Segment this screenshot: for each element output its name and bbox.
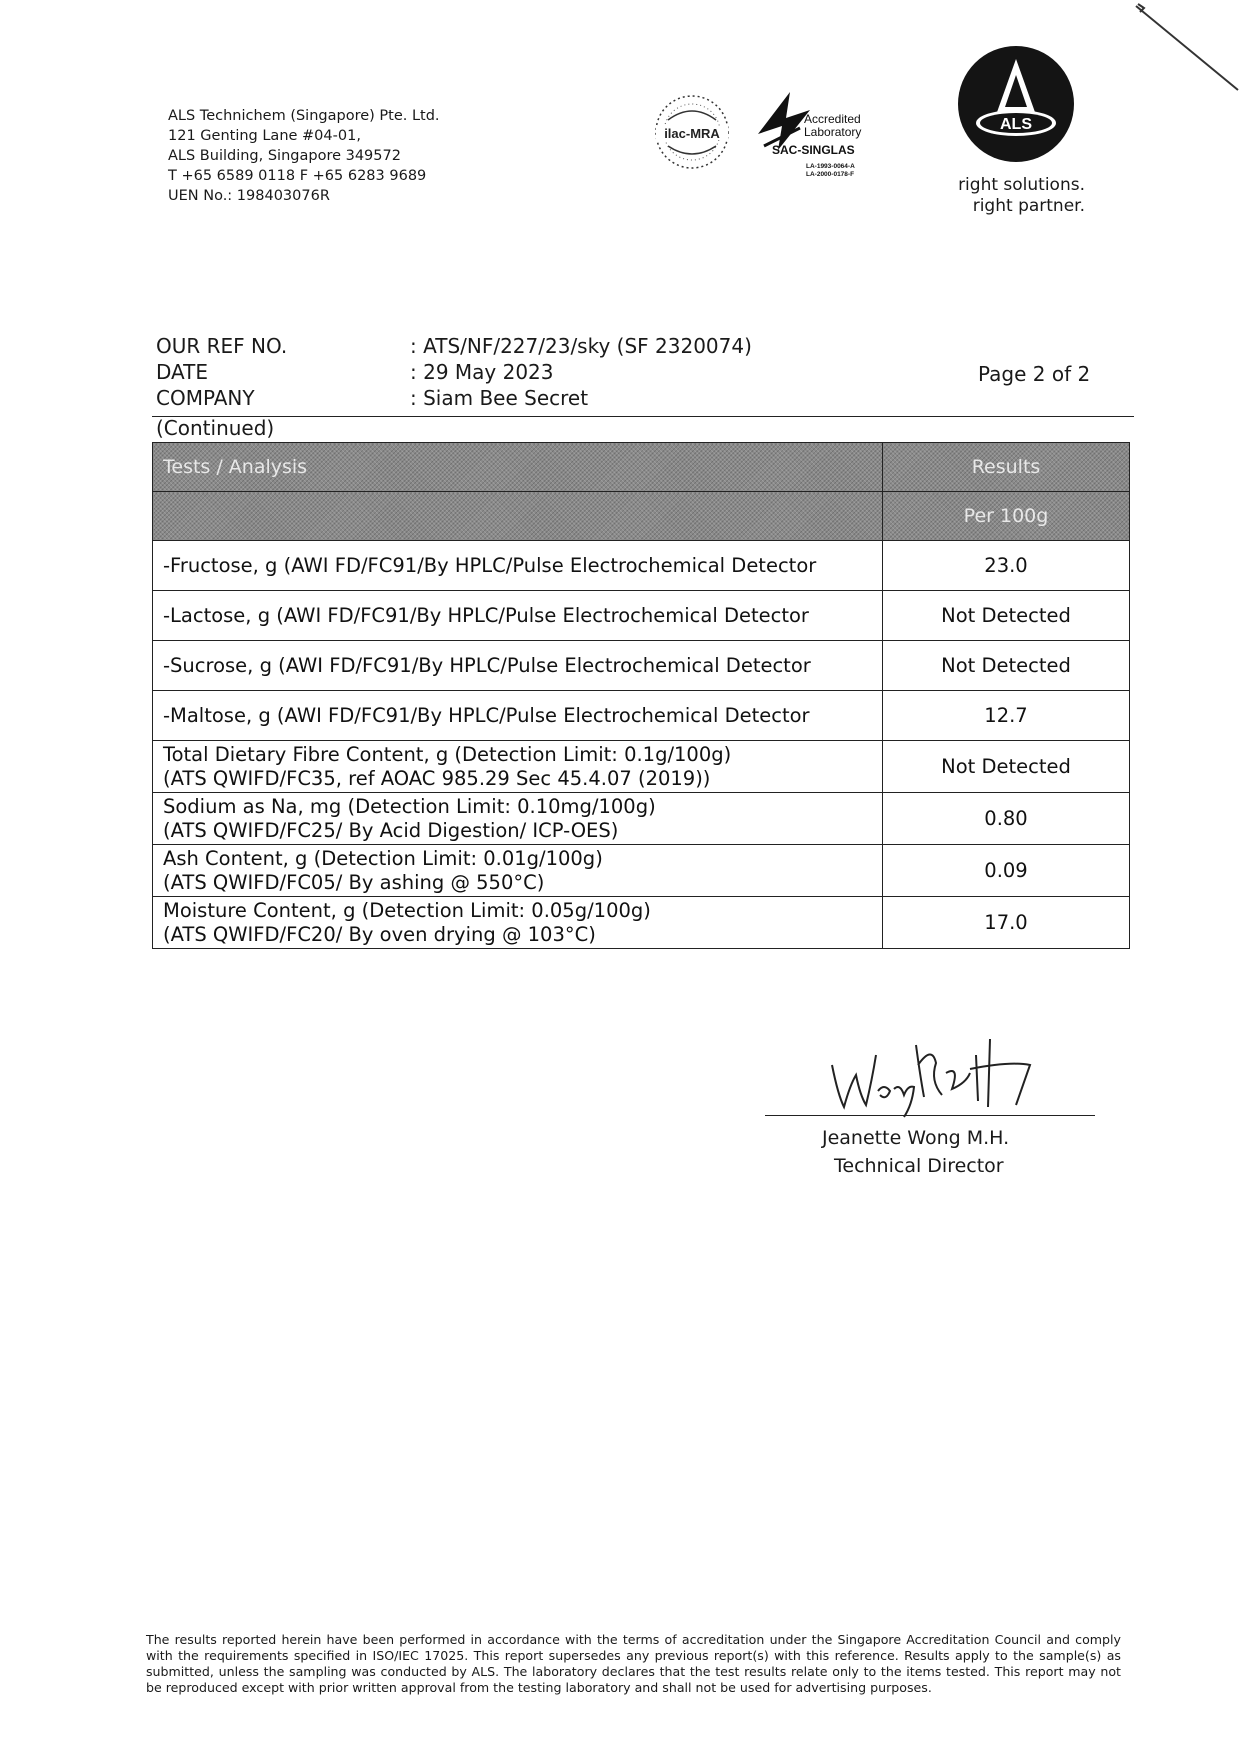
svg-text:LA-2000-0178-F: LA-2000-0178-F [806,171,855,178]
test-result: 17.0 [883,897,1130,949]
test-name: Total Dietary Fibre Content, g (Detection Limit: 0.1g/100g) (ATS QWIFD/FC35, ref AOAC 985.29 Sec 45.4.07 (2019)) [153,741,883,793]
header-tests-analysis: Tests / Analysis [153,443,883,492]
table-row [153,591,1130,641]
signatory-name: Jeanette Wong M.H. [822,1127,1010,1149]
test-result: Not Detected [883,641,1130,691]
test-result: 12.7 [883,691,1130,741]
svg-text:ALS: ALS [1000,116,1032,133]
slogan-line-2: right partner. [972,196,1085,216]
test-result: 0.80 [883,793,1130,845]
header-divider [152,416,1134,417]
ref-no-label: OUR REF NO. [156,334,288,358]
als-slogan [935,175,1085,217]
test-name: -Sucrose, g (AWI FD/FC91/By HPLC/Pulse Electrochemical Detector [153,641,883,691]
table-row [153,897,1130,949]
table-row [153,541,1130,591]
handwritten-signature [820,1025,1060,1120]
lab-uen: UEN No.: 198403076R [168,188,330,204]
svg-text:Accredited: Accredited [804,112,861,126]
svg-text:ilac-MRA: ilac-MRA [664,126,720,141]
sac-singlas-logo [752,88,876,184]
signatory-block [822,1124,1009,1180]
test-result: Not Detected [883,591,1130,641]
test-result: 23.0 [883,541,1130,591]
company-label: COMPANY [156,386,255,410]
header-unit: Per 100g [883,492,1130,541]
table-row [153,691,1130,741]
table-row [153,741,1130,793]
test-name: -Maltose, g (AWI FD/FC91/By HPLC/Pulse Electrochemical Detector [153,691,883,741]
continued-label: (Continued) [156,416,275,440]
signatory-title: Technical Director [834,1155,1004,1177]
test-name: Moisture Content, g (Detection Limit: 0.05g/100g) (ATS QWIFD/FC20/ By oven drying @ 103°C) [153,897,883,949]
table-header-row [153,443,1130,492]
signature-line [765,1115,1095,1116]
test-name: Ash Content, g (Detection Limit: 0.01g/100g) (ATS QWIFD/FC05/ By ashing @ 550°C) [153,845,883,897]
lab-phone-fax: T +65 6589 0118 F +65 6283 9689 [168,168,427,184]
company-value: : Siam Bee Secret [410,386,589,410]
table-unit-row [153,492,1130,541]
header-blank [153,492,883,541]
scan-artifact-line [1128,0,1240,95]
page-number: Page 2 of 2 [978,362,1091,386]
results-table [152,442,1130,949]
ref-no-value: : ATS/NF/227/23/sky (SF 2320074) [410,334,752,358]
lab-address-line-1: 121 Genting Lane #04-01, [168,128,361,144]
table-row [153,641,1130,691]
date-value: : 29 May 2023 [410,360,554,384]
als-logo [957,45,1075,163]
lab-address-line-2: ALS Building, Singapore 349572 [168,148,401,164]
table-row [153,793,1130,845]
svg-text:SAC-SINGLAS: SAC-SINGLAS [772,143,855,157]
accreditation-disclaimer: The results reported herein have been performed in accordance with the terms of accreditation under the Singapore Accreditation Council and comply with the requirements specified in ISO/IEC 17025. This report supersedes any previous report(s) with this reference. Results apply to the sample(s) as submitted, unless the sampling was conducted by ALS. The laboratory declares that the test results relate only to the items tested. This report may not be reproduced except with prior written approval from the testing laboratory and shall not be used for advertising purposes. [146,1632,1121,1695]
test-result: 0.09 [883,845,1130,897]
slogan-line-1: right solutions. [958,175,1085,195]
test-name: -Fructose, g (AWI FD/FC91/By HPLC/Pulse Electrochemical Detector [153,541,883,591]
date-label: DATE [156,360,209,384]
table-row [153,845,1130,897]
test-name: Sodium as Na, mg (Detection Limit: 0.10mg/100g) (ATS QWIFD/FC25/ By Acid Digestion/ ICP-OES) [153,793,883,845]
lab-company-name: ALS Technichem (Singapore) Pte. Ltd. [168,108,440,124]
svg-text:Laboratory: Laboratory [804,125,862,139]
test-result: Not Detected [883,741,1130,793]
header-results: Results [883,443,1130,492]
svg-text:LA-1993-0064-A: LA-1993-0064-A [806,163,855,170]
test-name: -Lactose, g (AWI FD/FC91/By HPLC/Pulse Electrochemical Detector [153,591,883,641]
ilac-mra-logo [650,90,734,174]
lab-address-block [168,106,440,206]
